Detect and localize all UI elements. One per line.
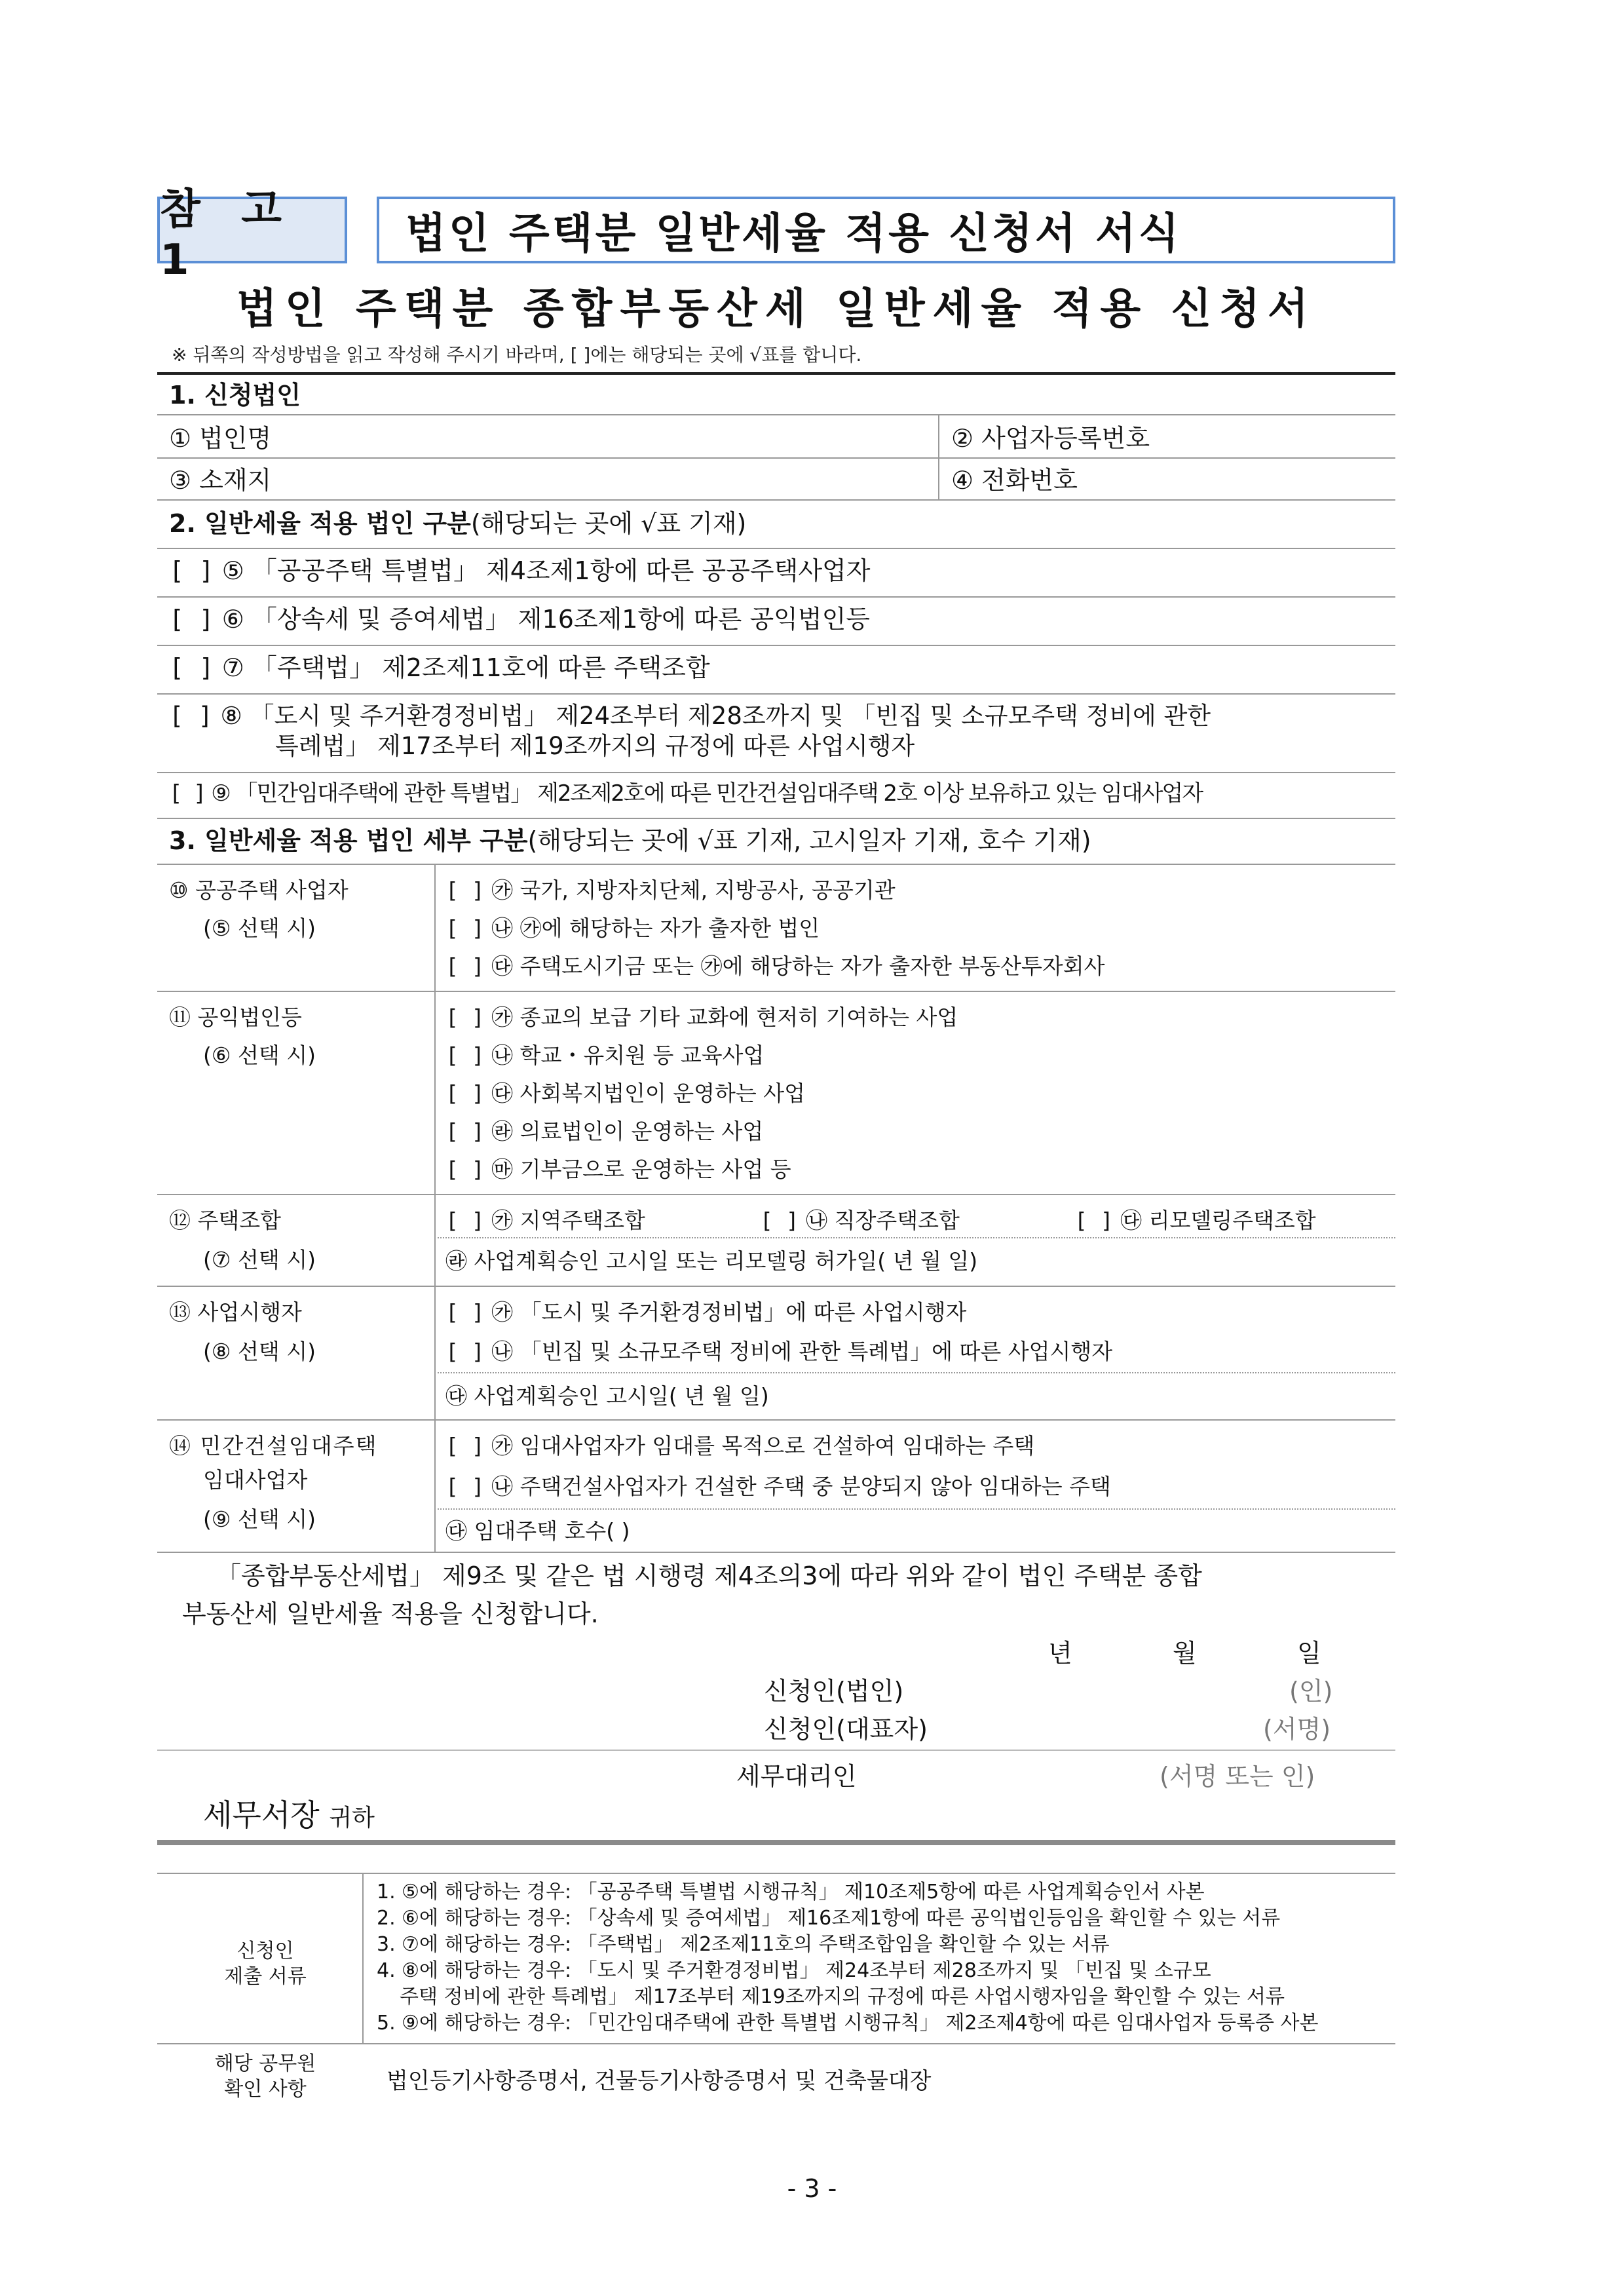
divider (157, 414, 1395, 415)
checkbox[interactable]: [ ] (445, 1043, 485, 1068)
option-text: ㉰ 사회복지법인이 운영하는 사업 (491, 1081, 805, 1106)
g11-opt3[interactable] (445, 1081, 805, 1106)
form-title: 법인 주택분 종합부동산세 일반세율 적용 신청서 (236, 285, 1316, 334)
sign-or-seal-mark[interactable]: (서명 또는 인) (1160, 1762, 1315, 1791)
divider (157, 1750, 1395, 1751)
divider (157, 457, 1395, 459)
column-divider (434, 864, 436, 1552)
g14-label-2: 임대사업자 (203, 1467, 308, 1493)
checkbox[interactable]: [ ] (445, 1004, 485, 1030)
declaration-line2: 부동산세 일반세율 적용을 신청합니다. (182, 1599, 599, 1628)
checkbox[interactable]: [ ] (445, 1081, 485, 1106)
divider (157, 1286, 1395, 1287)
checkbox[interactable]: [ ] (445, 1474, 485, 1499)
attachment-line-5: 5. ⑨에 해당하는 경우: 「민간임대주택에 관한 특별법 시행규칙」 제2조제4항에 따른 임대사업자 등록증 사본 (377, 2012, 1319, 2035)
option-text: ㉮ 「도시 및 주거환경정비법」에 따른 사업시행자 (491, 1299, 967, 1325)
item-marker: ⑦ (221, 653, 244, 682)
item-marker: ⑥ (221, 605, 244, 634)
checkbox[interactable]: [ ] (169, 653, 214, 682)
top-rule (157, 372, 1395, 375)
g12-label: ⑫ 주택조합 (169, 1208, 282, 1233)
attachments-label: 신청인 제출 서류 (224, 1940, 307, 1988)
g10-condition: (⑤ 선택 시) (203, 915, 316, 941)
sec2-item8-continued: 특례법」 제17조부터 제19조까지의 규정에 따른 사업시행자 (275, 732, 915, 760)
g11-opt5[interactable] (445, 1157, 791, 1182)
divider (157, 548, 1395, 549)
divider (157, 499, 1395, 501)
g14-opt2[interactable] (445, 1474, 1111, 1499)
tax-agent-label: 세무대리인 (736, 1762, 857, 1791)
g11-condition: (⑥ 선택 시) (203, 1043, 316, 1068)
sec2-item7[interactable] (169, 654, 710, 683)
option-text: ㉲ 기부금으로 운영하는 사업 등 (491, 1157, 791, 1182)
attachment-line-1: 1. ⑤에 해당하는 경우: 「공공주택 특별법 시행규칙」 제10조제5항에 따른 사업계획승인서 사본 (377, 1881, 1205, 1904)
applicant-corp-label: 신청인(법인) (764, 1677, 904, 1706)
checkbox[interactable]: [ ] (445, 1157, 485, 1182)
column-divider (362, 1873, 364, 2043)
sec2-item8[interactable] (169, 702, 1211, 731)
divider (434, 1372, 1395, 1373)
option-text: ㉮ 종교의 보급 기타 교화에 현저히 기여하는 사업 (491, 1004, 958, 1030)
phone-field[interactable]: ④ 전화번호 (951, 466, 1078, 495)
checkbox[interactable]: [ ] (169, 702, 213, 730)
g10-opt2[interactable] (445, 916, 820, 941)
instruction-note: ※ 뒤쪽의 작성방법을 읽고 작성해 주시기 바라며, [ ]에는 해당되는 곳에 √표를 합니다. (172, 344, 862, 366)
item-marker: ⑤ (221, 556, 244, 585)
section2-title (169, 510, 746, 539)
biz-reg-no-field[interactable]: ② 사업자등록번호 (951, 424, 1150, 453)
divider (157, 818, 1395, 819)
g11-label: ⑪ 공익법인등 (169, 1004, 302, 1030)
item-text: 「상속세 및 증여세법」 제16조제1항에 따른 공익법인등 (252, 605, 870, 634)
g14-count-field[interactable]: ㉰ 임대주택 호수( ) (445, 1518, 630, 1544)
tax-office: 세무서장 (203, 1797, 320, 1833)
section1-title: 1. 신청법인 (169, 381, 301, 410)
checkbox[interactable]: [ ] (169, 556, 214, 585)
seal-mark[interactable]: (인) (1289, 1677, 1333, 1706)
checkbox[interactable]: [ ] (445, 1339, 485, 1364)
recipient (203, 1791, 375, 1835)
section3-title-text: 3. 일반세율 적용 법인 세부 구분 (169, 826, 528, 855)
checkbox[interactable]: [ ] (169, 780, 206, 807)
sec2-item9[interactable] (169, 781, 1202, 807)
g12-opt2[interactable] (760, 1208, 960, 1233)
g10-opt3[interactable] (445, 954, 1105, 979)
g13-opt2[interactable] (445, 1339, 1112, 1364)
option-text: ㉮ 국가, 지방자치단체, 지방공사, 공공기관 (491, 877, 896, 903)
divider (157, 2043, 1395, 2044)
sec2-item5[interactable] (169, 557, 870, 586)
sec2-item6[interactable] (169, 605, 870, 634)
checkbox[interactable]: [ ] (445, 1433, 485, 1459)
checkbox[interactable]: [ ] (445, 1119, 485, 1144)
item-text: 「주택법」 제2조제11호에 따른 주택조합 (252, 653, 710, 682)
divider (157, 693, 1395, 695)
official-check-label: 해당 공무원 확인 사항 (214, 2052, 316, 2101)
option-text: ㉮ 임대사업자가 임대를 목적으로 건설하여 임대하는 주택 (491, 1433, 1035, 1459)
g11-opt4[interactable] (445, 1119, 763, 1144)
official-check-content: 법인등기사항증명서, 건물등기사항증명서 및 건축물대장 (387, 2068, 932, 2094)
divider (938, 414, 939, 499)
address-field[interactable]: ③ 소재지 (169, 466, 272, 495)
checkbox[interactable]: [ ] (1074, 1208, 1114, 1233)
g14-label: ⑭ 민간건설임대주택 (169, 1433, 378, 1459)
g14-opt1[interactable] (445, 1434, 1034, 1459)
checkbox[interactable]: [ ] (445, 877, 485, 903)
divider (157, 1419, 1395, 1421)
g11-opt2[interactable] (445, 1043, 764, 1068)
g13-opt1[interactable] (445, 1300, 966, 1325)
section2-title-note: (해당되는 곳에 √표 기재) (470, 509, 747, 538)
checkbox[interactable]: [ ] (445, 1208, 485, 1233)
option-text: ㉯ 주택건설사업자가 건설한 주택 중 분양되지 않아 임대하는 주택 (491, 1474, 1111, 1499)
section2-title-text: 2. 일반세율 적용 법인 구분 (169, 509, 471, 538)
attachment-line-2: 2. ⑥에 해당하는 경우: 「상속세 및 증여세법」 제16조제1항에 따른 공익법인등임을 확인할 수 있는 서류 (377, 1907, 1281, 1930)
g12-condition: (⑦ 선택 시) (203, 1247, 316, 1272)
g12-opt3[interactable] (1074, 1208, 1316, 1233)
g13-label: ⑬ 사업시행자 (169, 1299, 302, 1325)
divider (434, 1508, 1395, 1510)
document-heading: 법인 주택분 일반세율 적용 신청서 서식 (377, 197, 1395, 263)
option-text: ㉮ 지역주택조합 (491, 1208, 645, 1233)
date-year: 년 (1048, 1639, 1072, 1668)
g10-label: ⑩ 공공주택 사업자 (169, 877, 349, 903)
attachment-line-3: 3. ⑦에 해당하는 경우: 「주택법」 제2조제11호의 주택조합임을 확인할 수 있는 서류 (377, 1933, 1110, 1956)
attachment-line-4: 4. ⑧에 해당하는 경우: 「도시 및 주거환경정비법」 제24조부터 제28조까지 및 「빈집 및 소규모 (377, 1959, 1211, 1982)
g10-opt1[interactable] (445, 878, 896, 903)
corp-name-field[interactable]: ① 법인명 (169, 424, 272, 453)
option-text: ㉯ 직장주택조합 (806, 1208, 960, 1233)
attachment-line-4b: 주택 정비에 관한 특례법」 제17조부터 제19조까지의 규정에 따른 사업시행자임을 확인할 수 있는 서류 (400, 1985, 1285, 2008)
item-marker: ⑨ (211, 780, 230, 807)
g12-opt1[interactable] (445, 1208, 645, 1233)
section3-title-note: (해당되는 곳에 √표 기재, 고시일자 기재, 호수 기재) (527, 826, 1091, 855)
divider (157, 1194, 1395, 1195)
divider (157, 864, 1395, 865)
page-number: - 3 - (787, 2174, 837, 2203)
divider (157, 991, 1395, 992)
checkbox[interactable]: [ ] (445, 953, 485, 979)
divider (434, 1237, 1395, 1238)
divider (157, 645, 1395, 646)
declaration-line1: 「종합부동산세법」 제9조 및 같은 법 시행령 제4조의3에 따라 위와 같이 법인 주택분 종합 (216, 1561, 1202, 1590)
option-text: ㉰ 주택도시기금 또는 ㉮에 해당하는 자가 출자한 부동산투자회사 (491, 953, 1105, 979)
reference-label: 참 고 1 (157, 197, 347, 263)
option-text: ㉯ 「빈집 및 소규모주택 정비에 관한 특례법」에 따른 사업시행자 (491, 1339, 1113, 1364)
checkbox[interactable]: [ ] (169, 605, 214, 634)
g11-opt1[interactable] (445, 1005, 958, 1030)
g14-condition: (⑨ 선택 시) (203, 1506, 316, 1532)
divider (157, 596, 1395, 598)
honorific: 귀하 (329, 1805, 375, 1831)
option-text: ㉯ 학교・유치원 등 교육사업 (491, 1043, 765, 1068)
date-month: 월 (1173, 1639, 1197, 1668)
section3-title (169, 827, 1091, 856)
divider (157, 772, 1395, 773)
applicant-rep-label: 신청인(대표자) (764, 1715, 928, 1744)
item-text: 「공공주택 특별법」 제4조제1항에 따른 공공주택사업자 (252, 556, 871, 585)
checkbox[interactable]: [ ] (760, 1208, 799, 1233)
item-marker: ⑧ (220, 702, 242, 730)
item-text: 「민간임대주택에 관한 특별법」 제2조제2호에 따른 민간건설임대주택 2호 이상 보유하고 있는 임대사업자 (235, 780, 1203, 807)
divider (157, 1873, 1395, 1874)
checkbox[interactable]: [ ] (445, 915, 485, 941)
thick-separator (157, 1840, 1395, 1845)
divider (157, 1552, 1395, 1553)
option-text: ㉱ 의료법인이 운영하는 사업 (491, 1119, 764, 1144)
g12-date-field[interactable]: ㉱ 사업계획승인 고시일 또는 리모델링 허가일( 년 월 일) (445, 1248, 978, 1274)
g13-date-field[interactable]: ㉰ 사업계획승인 고시일( 년 월 일) (445, 1383, 769, 1409)
option-text: ㉰ 리모델링주택조합 (1120, 1208, 1316, 1233)
option-text: ㉯ ㉮에 해당하는 자가 출자한 법인 (491, 915, 820, 941)
date-day: 일 (1297, 1639, 1321, 1668)
g13-condition: (⑧ 선택 시) (203, 1339, 316, 1364)
checkbox[interactable]: [ ] (445, 1299, 485, 1325)
item-text: 「도시 및 주거환경정비법」 제24조부터 제28조까지 및 「빈집 및 소규모주택 정비에 관한 (250, 702, 1211, 730)
signature-mark[interactable]: (서명) (1263, 1715, 1331, 1744)
